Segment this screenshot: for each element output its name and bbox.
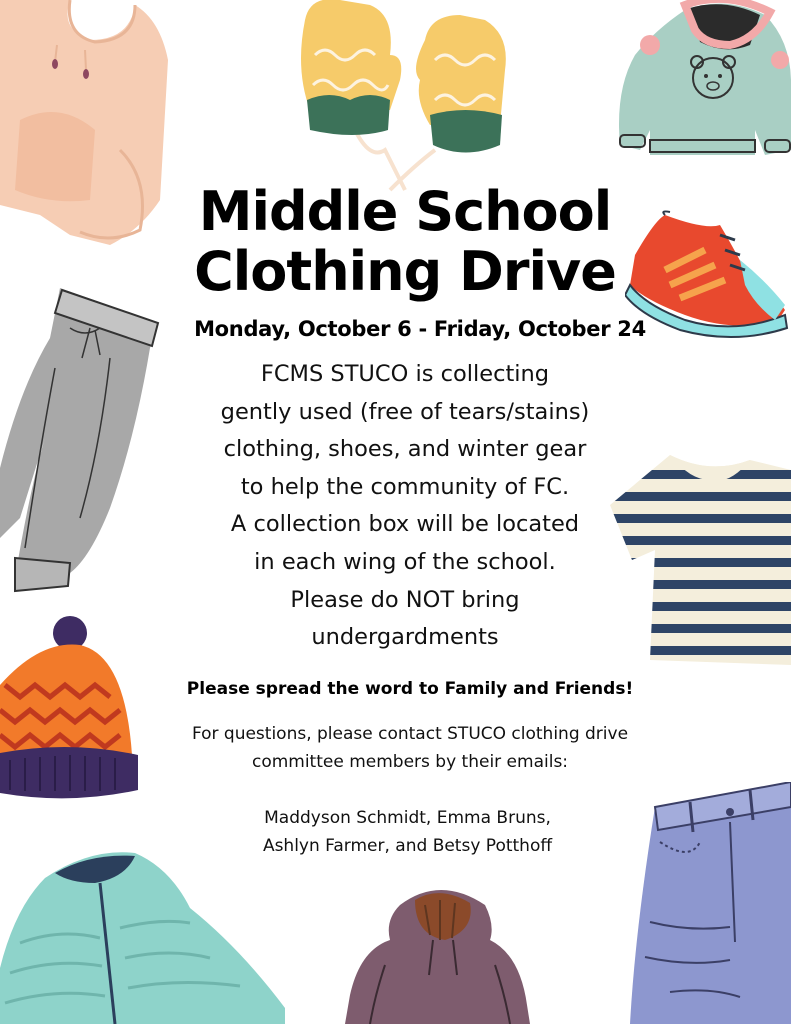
mint-bear-sweatshirt-illustration bbox=[615, 0, 791, 165]
teal-puffer-jacket-illustration bbox=[0, 848, 290, 1024]
description-line: undergardments bbox=[311, 624, 499, 651]
drive-description bbox=[160, 356, 650, 657]
blue-jeans-illustration bbox=[630, 782, 791, 1024]
gray-sweatpants-illustration bbox=[0, 288, 160, 603]
title-line-2: Clothing Drive bbox=[194, 240, 616, 303]
flyer-title bbox=[120, 182, 690, 302]
contact-info bbox=[140, 720, 680, 776]
title-line-1: Middle School bbox=[198, 180, 612, 243]
description-line: A collection box will be located bbox=[230, 511, 580, 538]
description-line: Please do NOT bring bbox=[290, 586, 520, 613]
member-names-line: Maddyson Schmidt, Emma Bruns, bbox=[264, 808, 551, 828]
purple-hoodie-illustration bbox=[345, 885, 530, 1024]
orange-beanie-illustration bbox=[0, 615, 140, 800]
description-line: in each wing of the school. bbox=[254, 548, 556, 575]
description-line: gently used (free of tears/stains) bbox=[220, 398, 590, 425]
contact-line: For questions, please contact STUCO clothing drive bbox=[191, 724, 629, 744]
description-line: clothing, shoes, and winter gear bbox=[223, 436, 587, 463]
yellow-mittens-illustration bbox=[295, 0, 520, 195]
spread-the-word-text: Please spread the word to Family and Friends! bbox=[186, 679, 634, 699]
committee-members bbox=[200, 804, 615, 860]
member-names-line: Ashlyn Farmer, and Betsy Potthoff bbox=[262, 836, 553, 856]
contact-line: committee members by their emails: bbox=[251, 752, 569, 772]
description-line: to help the community of FC. bbox=[240, 473, 570, 500]
description-line: FCMS STUCO is collecting bbox=[260, 361, 550, 387]
drive-dates: Monday, October 6 - Friday, October 24 bbox=[194, 317, 646, 341]
